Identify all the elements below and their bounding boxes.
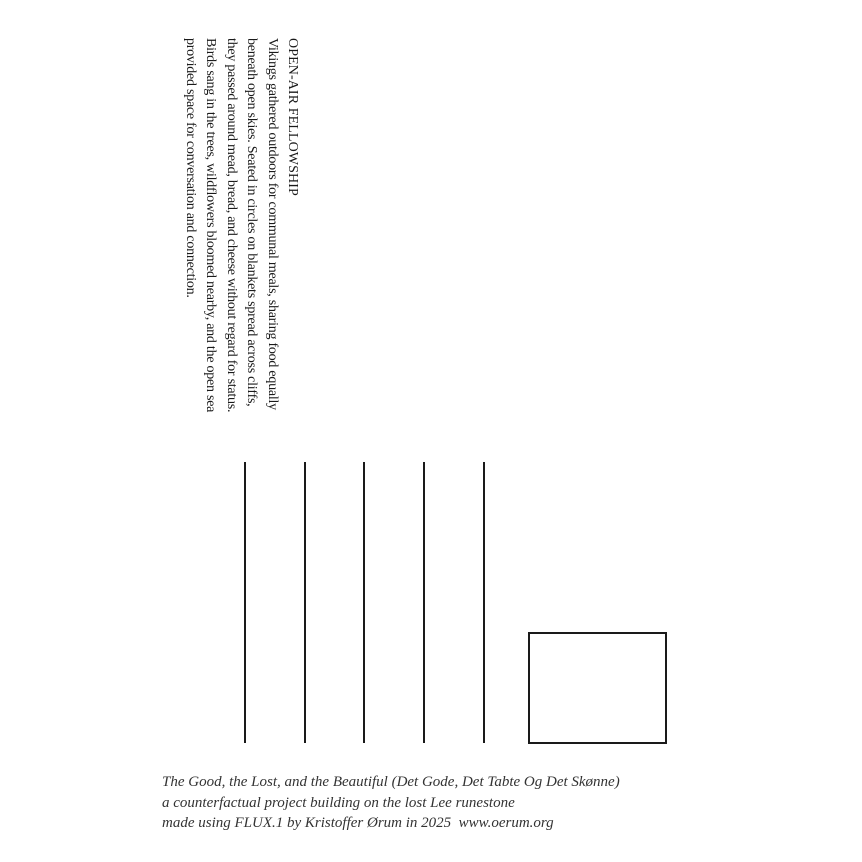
address-line	[363, 462, 365, 743]
card-body: Vikings gathered outdoors for communal meals, sharing food equally beneath open skies. Seated in circles on blankets spread across cliffs, they passed around mead, bread, and cheese without regard for status. Birds sang in the trees, wildflowers bloomed nearby, and the open sea provided space for conversation and connection.	[183, 38, 280, 413]
rotated-message-block	[162, 38, 302, 418]
address-line	[423, 462, 425, 743]
caption-credit: made using FLUX.1 by Kristoffer Ørum in 2025 www.oerum.org	[162, 815, 554, 831]
caption-description: a counterfactual project building on the lost Lee runestone	[162, 794, 515, 811]
postcard-message	[162, 38, 302, 418]
address-line	[483, 462, 485, 743]
stamp-box	[528, 632, 667, 744]
card-heading: OPEN-AIR FELLOWSHIP	[285, 38, 300, 196]
address-line	[304, 462, 306, 743]
caption	[162, 772, 802, 834]
caption-title: The Good, the Lost, and the Beautiful (Det Gode, Det Tabte Og Det Skønne)	[162, 774, 620, 790]
address-line	[244, 462, 246, 743]
